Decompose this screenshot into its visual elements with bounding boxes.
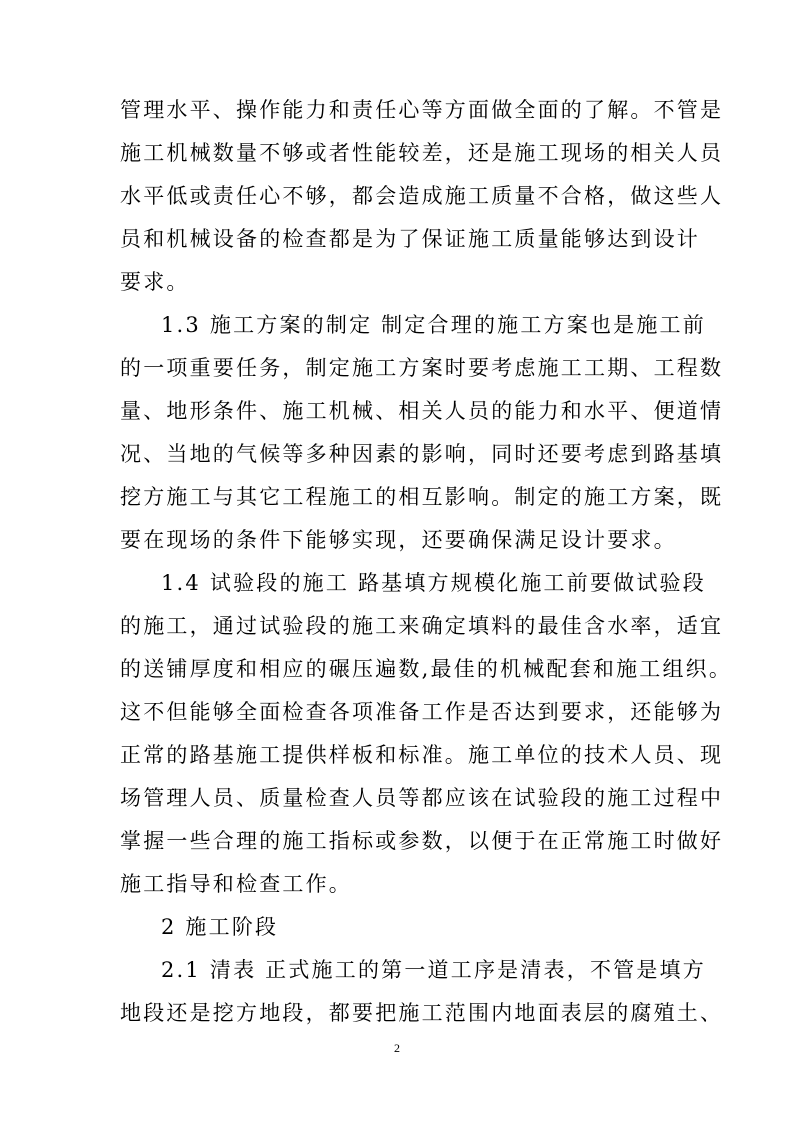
- page-number: 2: [394, 1041, 400, 1055]
- section-heading-line: 1.3 施工方案的制定 制定合理的施工方案也是施工前: [161, 313, 706, 337]
- text-line: 挖方施工与其它工程施工的相互影响。制定的施工方案，既: [120, 485, 724, 509]
- section-heading: 2 施工阶段: [161, 915, 279, 939]
- text-line: 的一项重要任务，制定施工方案时要考虑施工工期、工程数: [120, 356, 724, 380]
- text-line: 施工指导和检查工作。: [120, 872, 352, 896]
- text-line: 这不但能够全面检查各项准备工作是否达到要求，还能够为: [120, 700, 724, 724]
- text-line: 员和机械设备的检查都是为了保证施工质量能够达到设计: [120, 227, 700, 251]
- text-line: 管理水平、操作能力和责任心等方面做全面的了解。不管是: [120, 98, 724, 122]
- text-line: 地段还是挖方地段，都要把施工范围内地面表层的腐殖土、: [120, 1001, 724, 1025]
- section-heading-line: 1.4 试验段的施工 路基填方规模化施工前要做试验段: [161, 571, 706, 595]
- text-line: 掌握一些合理的施工指标或参数，以便于在正常施工时做好: [120, 829, 724, 853]
- text-line: 场管理人员、质量检查人员等都应该在试验段的施工过程中: [120, 786, 724, 810]
- text-line: 施工机械数量不够或者性能较差，还是施工现场的相关人员: [120, 141, 724, 165]
- text-line: 水平低或责任心不够，都会造成施工质量不合格，做这些人: [120, 184, 724, 208]
- text-line: 要求。: [120, 270, 190, 294]
- text-line: 要在现场的条件下能够实现，还要确保满足设计要求。: [120, 528, 677, 552]
- text-line: 正常的路基施工提供样板和标准。施工单位的技术人员、现: [120, 743, 724, 767]
- text-line: 的送铺厚度和相应的碾压遍数,最佳的机械配套和施工组织。: [120, 657, 733, 681]
- text-line: 量、地形条件、施工机械、相关人员的能力和水平、便道情: [120, 399, 724, 423]
- section-heading-line: 2.1 清表 正式施工的第一道工序是清表，不管是填方: [161, 958, 706, 982]
- text-line: 况、当地的气候等多种因素的影响，同时还要考虑到路基填: [120, 442, 724, 466]
- text-line: 的施工，通过试验段的施工来确定填料的最佳含水率，适宜: [120, 614, 724, 638]
